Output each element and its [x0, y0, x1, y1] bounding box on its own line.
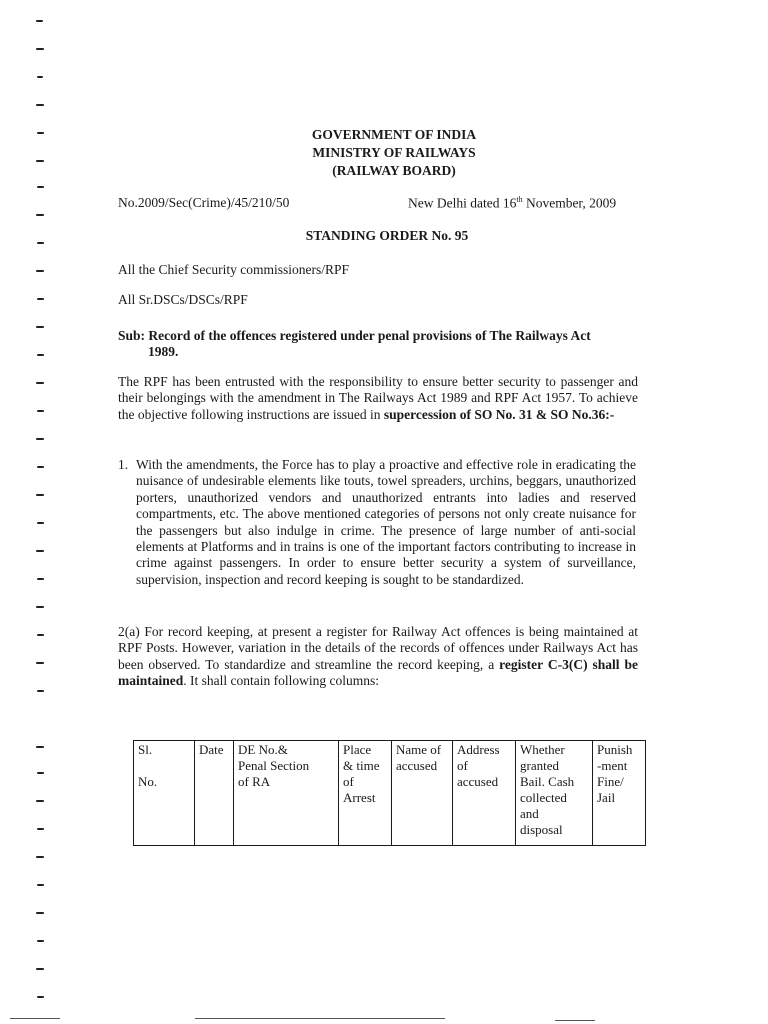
subject-line	[118, 328, 638, 360]
subject-continuation: 1989.	[148, 344, 179, 359]
reference-number: No.2009/Sec(Crime)/45/210/50	[118, 195, 290, 210]
col-date: Date	[195, 741, 234, 846]
col-name-accused: Name of accused	[392, 741, 453, 846]
letterhead-government: GOVERNMENT OF INDIA	[311, 127, 477, 142]
addressee-cscs: All the Chief Security commissioners/RPF	[118, 262, 349, 277]
paragraph-1-text: With the amendments, the Force has to play a proactive and effective role in eradicating the nuisance of undesirable elements like touts, towel spreaders, urchins, beggars, unauthorized porters, unauthorized vendors and unauthorized entrants into ladies and reserved compartments, etc. The above mentioned categories of persons not only create nuisance for the passengers but also indulge in crime. The presence of large number of anti-social elements at Platforms and in trains is one of the important factors contributing to increase in crime against passengers. In order to ensure better security a system of surveillance, supervision, inspection and record keeping is sought to be standardized.	[136, 457, 636, 587]
scan-edge-line	[195, 1018, 445, 1019]
intro-text: The RPF has been entrusted with the responsibility to ensure better security to passenger and their belongings with the amendment in The Railways Act 1989 and RPF Act 1957. To achieve the objective following instructions are issued in	[118, 374, 638, 422]
paragraph-2a	[118, 624, 638, 690]
reference-date: New Delhi dated 16th November, 2009	[408, 195, 617, 211]
letterhead-ministry: MINISTRY OF RAILWAYS	[312, 145, 476, 160]
col-sl-no: Sl. No.	[134, 741, 195, 846]
table-row	[134, 741, 646, 846]
subject-text: Sub: Record of the offences registered under penal provisions of The Railways Act	[118, 328, 591, 343]
col-de-no: DE No.& Penal Section of RA	[234, 741, 339, 846]
paragraph-2a-bold: register C-3(C) shall be maintained	[118, 656, 638, 689]
col-address-accused: Address of accused	[453, 741, 516, 846]
letterhead	[0, 126, 768, 180]
col-place-time: Place & time of Arrest	[339, 741, 392, 846]
intro-bold: supercession of SO No. 31 & SO No.36:-	[383, 406, 615, 422]
col-punishment: Punish -ment Fine/ Jail	[593, 741, 646, 846]
intro-paragraph	[118, 374, 638, 423]
addressee-dscs: All Sr.DSCs/DSCs/RPF	[118, 292, 248, 307]
letterhead-board: (RAILWAY BOARD)	[332, 163, 456, 178]
register-columns-table	[133, 740, 646, 846]
order-title: STANDING ORDER No. 95	[305, 228, 469, 243]
paragraph-2a-text: 2(a) For record keeping, at present a register for Railway Act offences is being maintained at RPF Posts. However, variation in the details of the records of offences under Railways Act has been observed. To standardize and streamline the record keeping, a	[118, 624, 638, 672]
paragraph-1-number: 1.	[118, 457, 129, 472]
col-bail: Whether granted Bail. Cash collected and disposal	[516, 741, 593, 846]
scan-edge-line	[555, 1020, 595, 1021]
scan-edge-line	[10, 1018, 60, 1019]
paragraph-2a-tail: . It shall contain following columns:	[183, 673, 379, 689]
